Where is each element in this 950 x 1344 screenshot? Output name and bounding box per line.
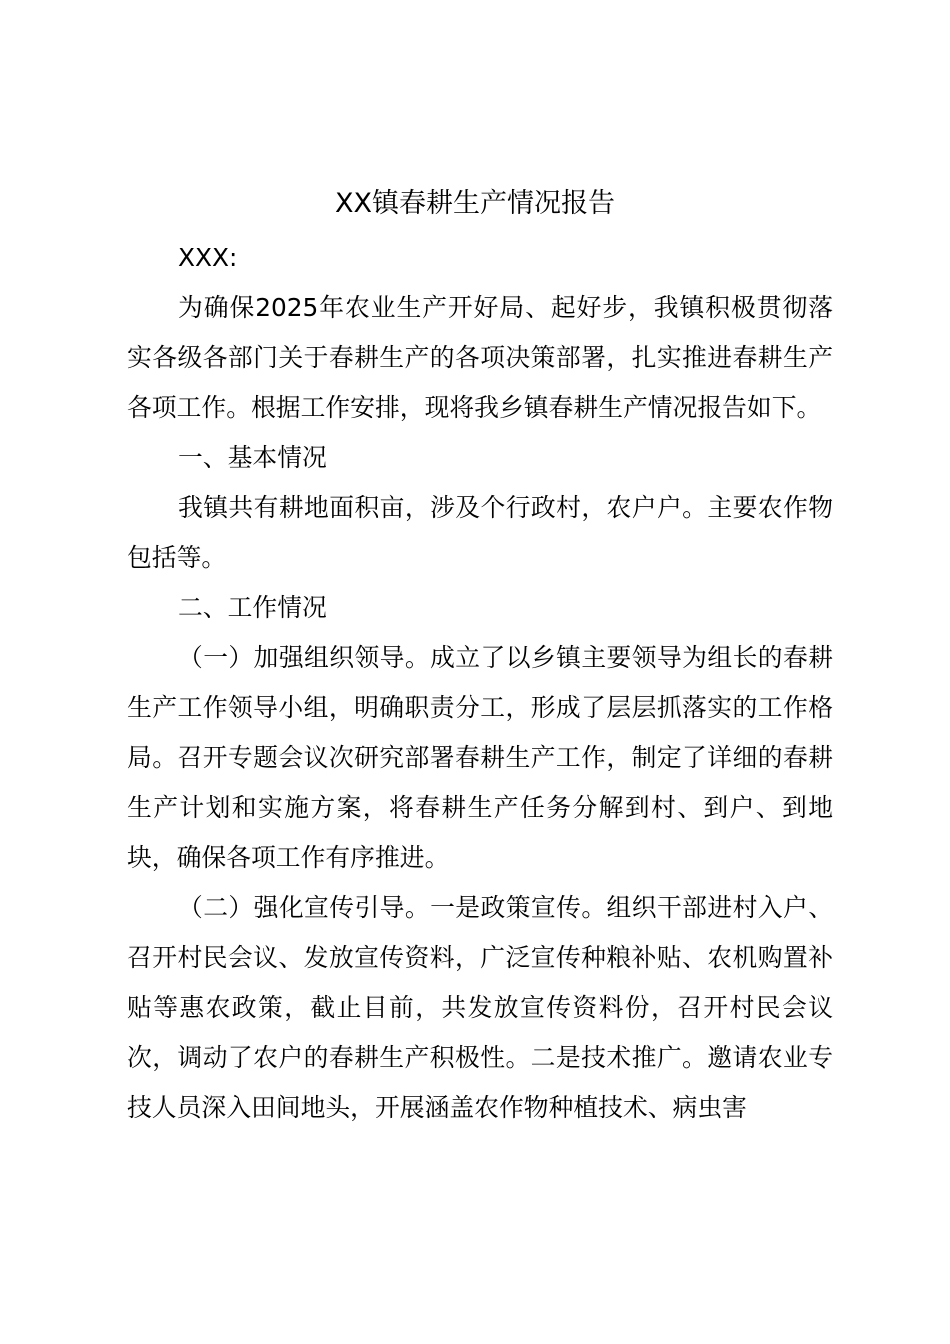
work-item-publicity: （二）强化宣传引导。一是政策宣传。组织干部进村入户、召开村民会议、发放宣传资料，广泛宣传种粮补贴、农机购置补贴等惠农政策，截止目前，共发放宣传资料份，召开村民会议次，调动了农户的春耕生产积极性。二是技术推广。邀请农业专技人员深入田间地头，开展涵盖农作物种植技术、病虫害 — [127, 893, 833, 1122]
work-item-organization: （一）加强组织领导。成立了以乡镇主要领导为组长的春耕生产工作领导小组，明确职责分工，形成了层层抓落实的工作格局。召开专题会议次研究部署春耕生产工作，制定了详细的春耕生产计划和实施方案，将春耕生产任务分解到村、到户、到地块，确保各项工作有序推进。 — [127, 643, 833, 872]
section-heading-basic: 一、基本情况 — [178, 443, 327, 472]
section-heading-work: 二、工作情况 — [178, 593, 327, 622]
intro-paragraph: 为确保2025年农业生产开好局、起好步，我镇积极贯彻落实各级各部门关于春耕生产的各项决策部署，扎实推进春耕生产各项工作。根据工作安排，现将我乡镇春耕生产情况报告如下。 — [127, 293, 833, 422]
section-basic-paragraph: 我镇共有耕地面积亩，涉及个行政村，农户户。主要农作物包括等。 — [127, 493, 833, 572]
salutation: XXX: — [178, 243, 238, 272]
document-title: XX镇春耕生产情况报告 — [335, 188, 615, 219]
document-body — [127, 233, 833, 1133]
